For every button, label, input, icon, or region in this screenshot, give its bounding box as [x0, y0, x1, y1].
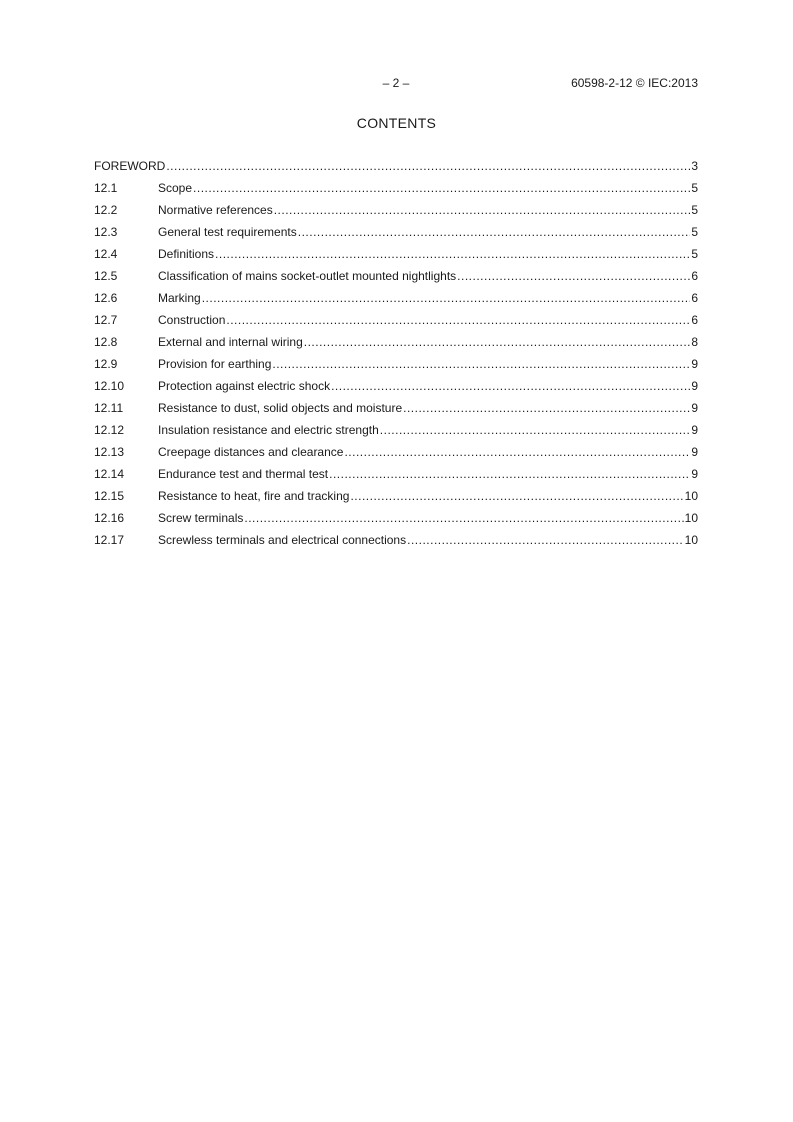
toc-entry-title: Provision for earthing — [158, 357, 272, 371]
toc-dot-leader — [166, 158, 690, 174]
toc-entry-number: 12.1 — [94, 181, 118, 195]
toc-entry-number: 12.17 — [94, 533, 125, 547]
toc-entry-number: 12.9 — [94, 357, 118, 371]
toc-entry[interactable] — [94, 356, 698, 378]
toc-dot-leader — [380, 422, 691, 438]
toc-dot-leader — [304, 334, 691, 350]
toc-entry-title: General test requirements — [158, 225, 297, 239]
toc-entry-page: 9 — [691, 379, 698, 393]
toc-entry-title: Endurance test and thermal test — [158, 467, 329, 481]
toc-dot-leader — [298, 224, 691, 240]
toc-entry-title: Protection against electric shock — [158, 379, 331, 393]
toc-entry[interactable] — [94, 312, 698, 334]
toc-entry-title: Insulation resistance and electric strength — [158, 423, 379, 437]
toc-entry-number: 12.5 — [94, 269, 118, 283]
toc-dot-leader — [193, 180, 690, 196]
toc-entry-title: External and internal wiring — [158, 335, 303, 349]
toc-entry-number: 12.2 — [94, 203, 118, 217]
toc-entry-number: 12.4 — [94, 247, 118, 261]
toc-dot-leader — [403, 400, 690, 416]
toc-dot-leader — [272, 356, 690, 372]
toc-dot-leader — [331, 378, 690, 394]
toc-dot-leader — [329, 466, 690, 482]
toc-entry[interactable] — [94, 224, 698, 246]
toc-entry[interactable] — [94, 444, 698, 466]
toc-entry-number: 12.8 — [94, 335, 118, 349]
toc-entry-page: 10 — [684, 489, 698, 503]
toc-dot-leader — [407, 532, 684, 548]
toc-entry-title: Construction — [158, 313, 226, 327]
toc-dot-leader — [274, 202, 691, 218]
toc-entry-title: Screwless terminals and electrical connections — [158, 533, 407, 547]
toc-entry-page: 5 — [691, 247, 698, 261]
toc-entry-page: 9 — [691, 445, 698, 459]
toc-entry-number: 12.11 — [94, 401, 124, 415]
page-number: – 2 – — [382, 76, 410, 90]
toc-entry[interactable] — [94, 334, 698, 356]
toc-entry-number: 12.13 — [94, 445, 125, 459]
toc-entry-page: 5 — [691, 203, 698, 217]
toc-entry-page: 9 — [691, 423, 698, 437]
toc-entry[interactable] — [94, 202, 698, 224]
toc-entry-page: 9 — [691, 467, 698, 481]
toc-entry-number: 12.10 — [94, 379, 125, 393]
toc-entry-page: 5 — [691, 225, 698, 239]
toc-dot-leader — [244, 510, 683, 526]
toc-entry[interactable] — [94, 466, 698, 488]
toc-entry-number: 12.12 — [94, 423, 125, 437]
toc-entry[interactable] — [94, 268, 698, 290]
toc-entry-page: 10 — [684, 511, 698, 525]
toc-entry-number: 12.15 — [94, 489, 125, 503]
toc-dot-leader — [215, 246, 690, 262]
toc-dot-leader — [344, 444, 690, 460]
toc-entry[interactable] — [94, 290, 698, 312]
toc-dot-leader — [350, 488, 683, 504]
toc-entry-number: 12.3 — [94, 225, 118, 239]
toc-entry-page: 8 — [691, 335, 698, 349]
contents-title: CONTENTS — [356, 115, 437, 131]
toc-entry-number: 12.6 — [94, 291, 118, 305]
toc-entry[interactable] — [94, 510, 698, 532]
toc-entry-page: 6 — [691, 313, 698, 327]
toc-entry-title: Resistance to heat, fire and tracking — [158, 489, 350, 503]
toc-dot-leader — [457, 268, 690, 284]
toc-entry-title: Creepage distances and clearance — [158, 445, 344, 459]
toc-entry-title: Normative references — [158, 203, 273, 217]
toc-dot-leader — [226, 312, 690, 328]
toc-entry-page: 5 — [691, 181, 698, 195]
toc-entry-title: Screw terminals — [158, 511, 244, 525]
toc-entry[interactable] — [94, 246, 698, 268]
toc-entry-title: Scope — [158, 181, 193, 195]
toc-entry-title: Definitions — [158, 247, 215, 261]
toc-entry[interactable] — [94, 488, 698, 510]
document-id: 60598-2-12 © IEC:2013 — [571, 76, 698, 90]
toc-entry-foreword[interactable] — [94, 158, 698, 180]
toc-entry[interactable] — [94, 532, 698, 554]
table-of-contents — [94, 158, 698, 554]
toc-entry-page: 3 — [691, 159, 698, 173]
toc-entry-page: 6 — [691, 269, 698, 283]
toc-dot-leader — [202, 290, 691, 306]
toc-entry[interactable] — [94, 400, 698, 422]
toc-entry[interactable] — [94, 378, 698, 400]
toc-entry-number: 12.14 — [94, 467, 125, 481]
toc-entry-number: 12.7 — [94, 313, 118, 327]
toc-entry-page: 9 — [691, 401, 698, 415]
toc-entry-page: 10 — [684, 533, 698, 547]
toc-entry-number: 12.16 — [94, 511, 125, 525]
toc-entry-title: FOREWORD — [94, 159, 166, 173]
toc-entry[interactable] — [94, 180, 698, 202]
page-header — [94, 76, 698, 92]
toc-entry-page: 6 — [691, 291, 698, 305]
toc-entry-page: 9 — [691, 357, 698, 371]
toc-entry-title: Marking — [158, 291, 201, 305]
toc-entry-title: Resistance to dust, solid objects and moisture — [158, 401, 403, 415]
toc-entry[interactable] — [94, 422, 698, 444]
toc-entry-title: Classification of mains socket-outlet mounted nightlights — [158, 269, 457, 283]
